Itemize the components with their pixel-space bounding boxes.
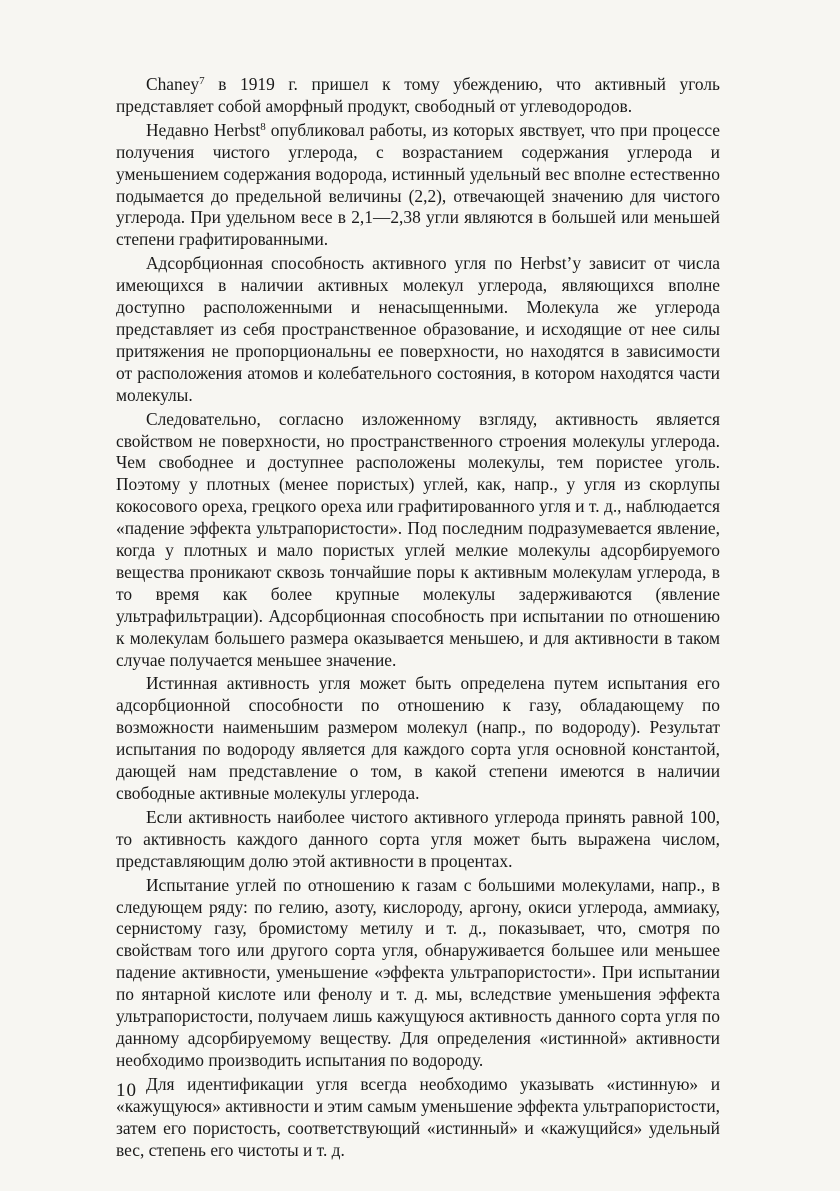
paragraph-1	[116, 74, 720, 118]
paragraph-2-text: опубликовал работы, из которых явствует, что при процессе получения чистого углерода, с возрастанием содержания углерода и уменьшением содержания водорода, истинный удельный вес вполне естественно подымается до предельной величины (2,2), отвечающей значению для чистого углерода. При удельном весе в 2,1—2,38 угли являются в большей или меньшей степени графитированными.	[116, 119, 720, 250]
paragraph-4: Следовательно, согласно изложенному взгляду, активность является свойством не поверхности, но пространственного строения молекулы углерода. Чем свободнее и доступнее расположены молекулы, тем пористее уголь. Поэтому у плотных (менее пористых) углей, как, напр., у угля из скорлупы кокосового ореха, грецкого ореха или графитированного угля и т. д., наблюдается «падение эффекта ультрапористости». Под последним подразумевается явление, когда у плотных и мало пористых углей мелкие молекулы адсорбируемого вещества проникают сквозь тончайшие поры к активным молекулам углерода, в то время как более крупные молекулы задерживаются (явление ультрафильтрации). Адсорбционная способность при испытании по отношению к молекулам большего размера оказывается меньшею, и для активности в таком случае получается меньшее значение.	[116, 408, 720, 670]
paragraph-6: Если активность наиболее чистого активного углерода принять равной 100, то активность каждого данного сорта угля может быть выражена числом, представляющим долю этой активности в процентах.	[116, 806, 720, 871]
author-chaney: Chaney	[146, 74, 200, 94]
author-herbst: Недавно Herbst	[146, 119, 261, 140]
footnote-ref-8[interactable]: 8	[260, 120, 266, 133]
paragraph-8: Для идентификации угля всегда необходимо указывать «истинную» и «кажущуюся» активности и этим самым уменьшение эффекта ультрапористости, затем его пористость, соответствующий «истинный» и «кажущийся» удельный вес, степень его чистоты и т. д.	[116, 1073, 720, 1160]
paragraph-2	[116, 120, 720, 251]
paragraph-5: Истинная активность угля может быть определена путем испытания его адсорбционной способности по отношению к газу, обладающему по возможности наименьшим размером молекул (напр., по водороду). Результат испытания по водороду является для каждого сорта угля основной константой, дающей нам представление о том, в какой степени имеются в наличии свободные активные молекулы углерода.	[116, 673, 720, 803]
paragraph-1-text: в 1919 г. пришел к тому убеждению, что активный уголь представляет собой аморфный продукт, свободный от углеводородов.	[116, 74, 720, 116]
paragraph-3: Адсорбционная способность активного угля по Herbst’y зависит от числа имеющихся в наличии активных молекул углерода, являющихся вполне доступно расположенными и ненасыщенными. Молекула же углерода представляет из себя пространственное образование, и исходящие от нее силы притяжения не пропорциональны ее поверхности, но находятся в зависимости от расположения атомов и колебательного состояния, в котором находятся части молекулы.	[116, 253, 720, 405]
paragraph-7: Испытание углей по отношению к газам с большими молекулами, напр., в следующем ряду: по гелию, азоту, кислороду, аргону, окиси углерода, аммиаку, сернистому газу, бромистому метилу и т. д., показывает, что, смотря по свойствам того или другого сорта угля, обнаруживается большее или меньшее падение активности, уменьшение «эффекта ультрапористости». При испытании по янтарной кислоте или фенолу и т. д. мы, вследствие уменьшения эффекта ультрапористости, получаем лишь кажущуюся активность данного сорта угля по данному адсорбируемому веществу. Для определения «истинной» активности необходимо производить испытания по водороду.	[116, 874, 720, 1070]
footnote-ref-7[interactable]: 7	[199, 75, 205, 87]
page-number: 10	[116, 1080, 137, 1101]
